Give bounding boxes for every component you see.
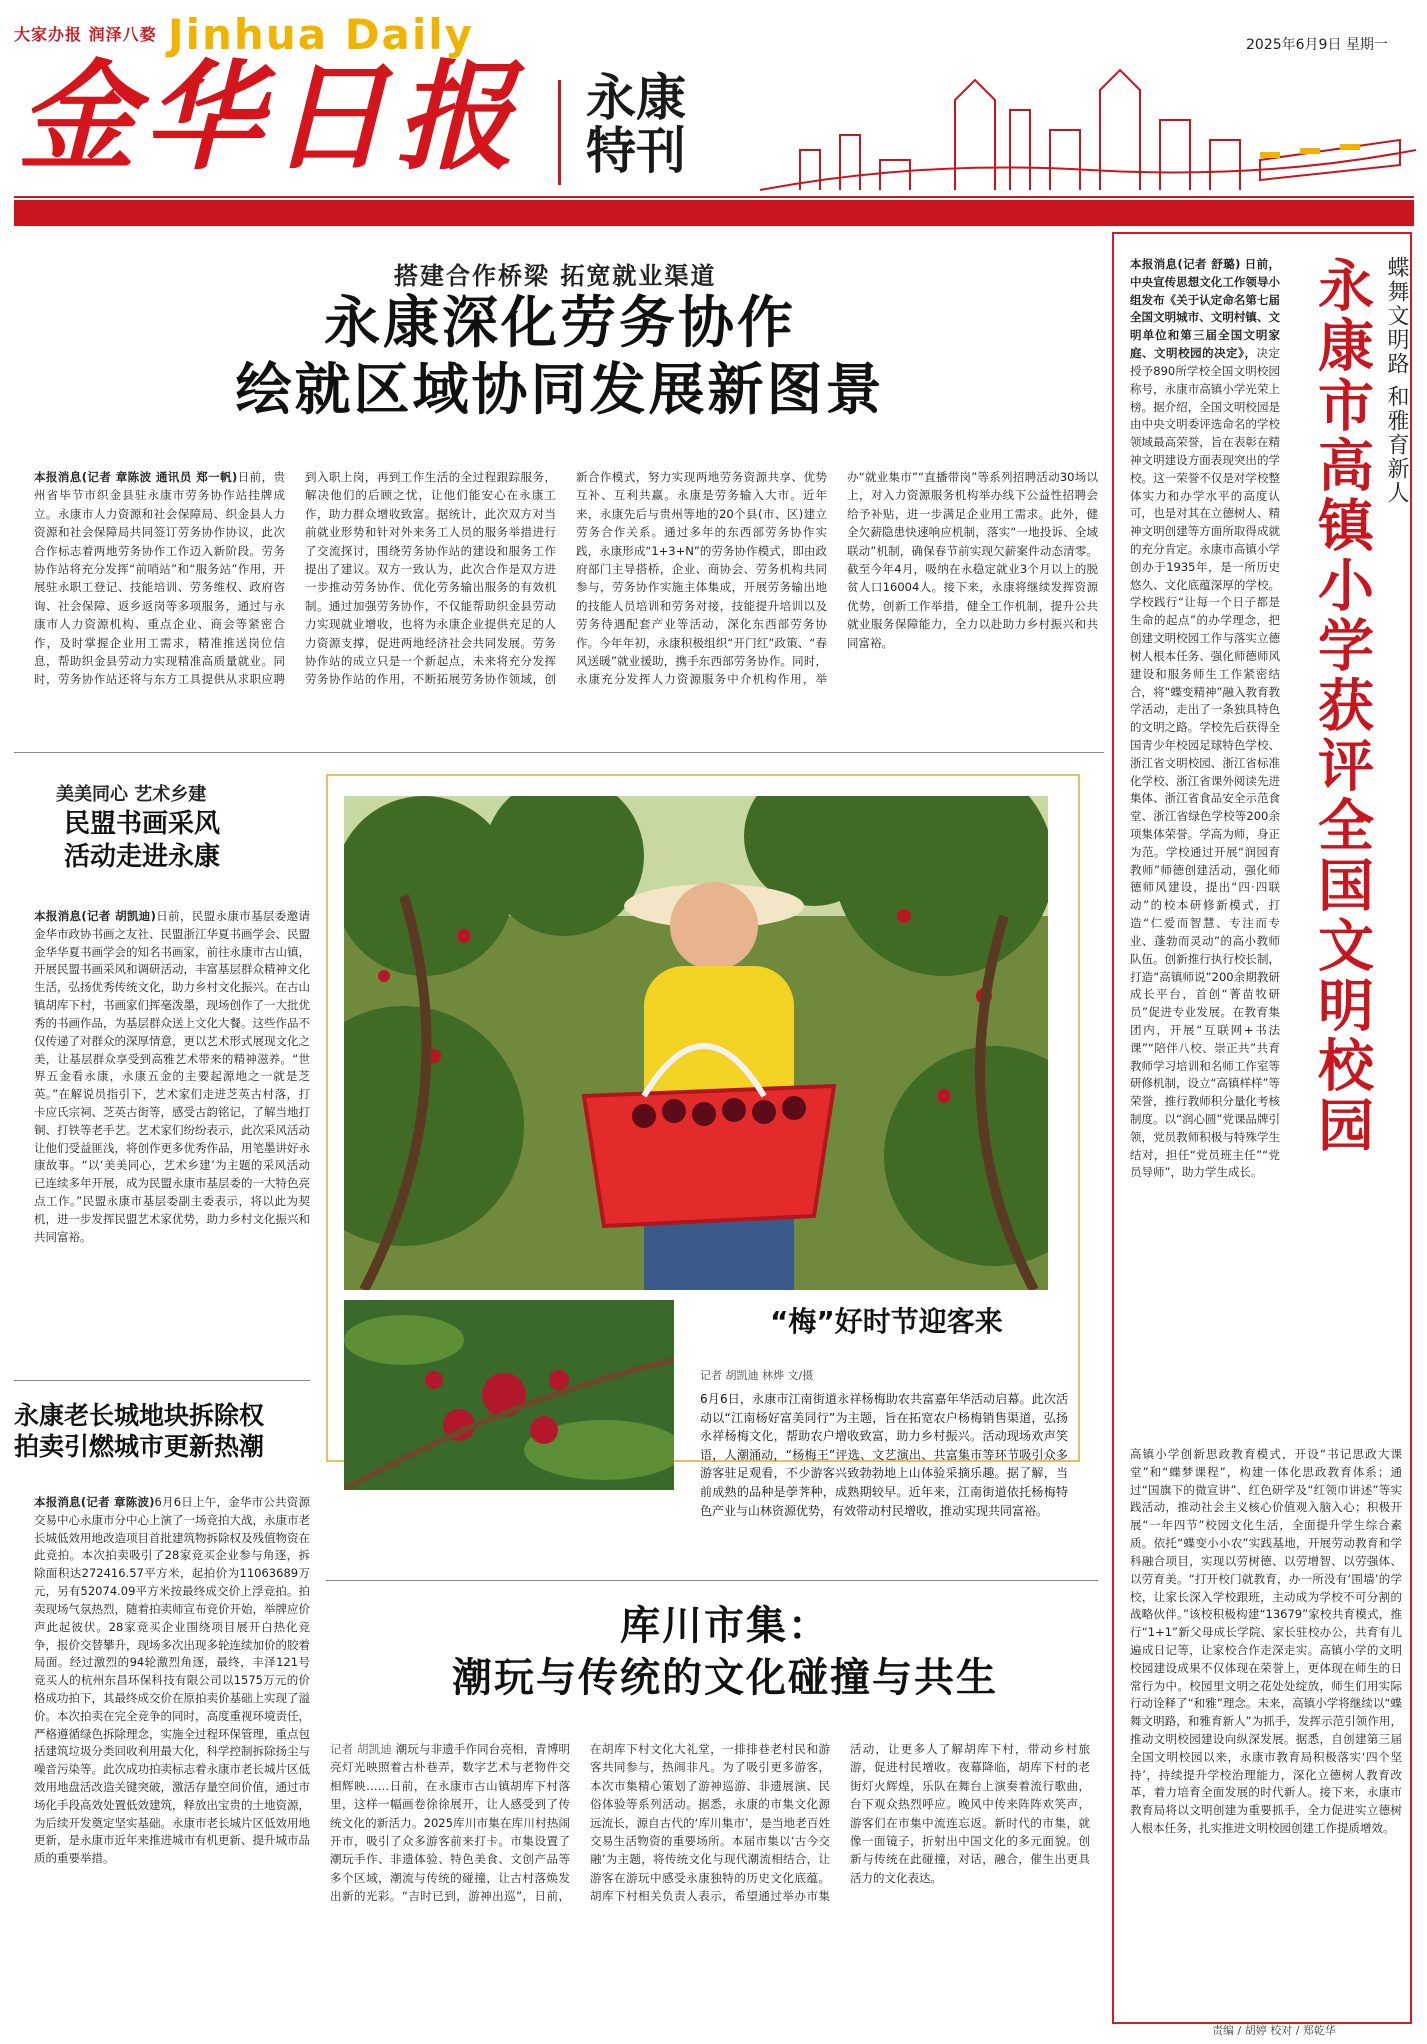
art-story-byline: 本报消息(记者 胡凯迪) — [34, 909, 156, 923]
art-story-text: 日前，民盟永康市基层委邀请金华市政协书画之友社、民盟浙江华夏书画学会、民盟金华华夏书画学会的知名书画家，前往永康市古山镇，开展民盟书画采风和调研活动，丰富基层群众精神文化生活，弘扬优秀传统文化，助力乡村文化振兴。在古山镇胡库下村，书画家们挥毫泼墨，现场创作了一大批优秀的书画作品，为基层群众送上文化大餐。这些作品不仅传递了对群众的深厚情意，更以艺术形式展现文化之美，让基层群众享受到高雅艺术带来的精神滋养。“世界五金看永康，永康五金的主要起源地之一就是芝英。”在解说员指引下，艺术家们走进芝英古村落，打卡应氏宗祠、芝英古街等，感受古韵铭记，了解当地打铜、打铁等老手艺。艺术家们纷纷表示，此次采风活动让他们受益匪浅，将创作更多优秀作品，用笔墨讲好永康故事。“以‘美美同心，艺术乡建’为主题的采风活动已连续多年开展，成为民盟永康市基层委的一大特色亮点工作。”民盟永康市基层委副主委表示，将以此为契机，进一步发挥民盟艺术家优势，助力乡村文化振兴和共同富裕。 — [34, 909, 310, 1244]
photo-feature-caption: 6月6日，永康市江南街道永祥杨梅助农共富嘉年华活动启幕。此次活动以“江南杨好富美同行”为主题，旨在拓宽农户杨梅销售渠道，弘扬永祥杨梅文化，帮助农户增收致富，助力乡村振兴。活动现场欢声笑语，人潮涌动，“杨梅王”评选、文艺演出、共富集市等环节吸引众多游客驻足观看，不少游客兴致勃勃地上山体验采摘乐趣。据了解，当前成熟的品种是荸荠种，成熟期较早。近年来，江南街道依托杨梅特色产业与山林资源优势，有效带动村民增收，推动实现共同富裕。 — [700, 1392, 1068, 1518]
market-feature-headline-line2: 潮玩与传统的文化碰撞与共生 — [452, 1655, 998, 1701]
art-story-kicker: 美美同心 艺术乡建 — [56, 784, 207, 805]
masthead-rule — [14, 196, 1414, 198]
masthead-slogan: 大家办报 润泽八婺 — [14, 25, 157, 44]
auction-story-headline-line1: 永康老长城地块拆除权 — [14, 1401, 265, 1430]
art-story-body — [34, 908, 310, 1344]
auction-story-body — [34, 1494, 310, 2030]
bayberry-farmer-photo — [344, 796, 1048, 1290]
auction-story-byline: 本报消息(记者 章陈波) — [34, 1495, 155, 1509]
issue-date: 2025年6月9日 星期一 — [1246, 37, 1388, 53]
market-feature-body — [330, 1740, 1090, 2020]
section-divider — [14, 1380, 310, 1381]
lead-headline — [180, 290, 940, 424]
auction-story-text: 6月6日上午，金华市公共资源交易中心永康市分中心上演了一场竞拍大战，永康市老长城低效用地改造项目首批建筑物拆除权及残值物资在此竞拍。本次拍卖吸引了28家竞买企业参与角逐，拆除面积达272416.57平方米，起拍价为11063689万元，另有52074.09平方米按最终成交价上浮竞拍。拍卖现场气氛热烈，随着拍卖师宣布竞价开始，举牌应价声此起彼伏。28家竞买企业围绕项目展开白热化竞争，报价交替攀升，现场多次出现多轮连续加价的胶着局面。经过激烈的94轮激烈角逐，最终，丰泽121号竞买人的杭州东昌环保科技有限公司以1575万元的价格成功拍下，其最终成交价在原拍卖价基础上实现了溢价。本次拍卖在完全竞争的同时，高度重视环境责任，严格遵循绿色拆除理念，实施全过程环保管理，重点包括建筑垃圾分类回收利用最大化，科学控制拆除扬尘与噪音污染等。此次成功拍卖标志着永康市老长城片区低效用地盘活改造关键突破，激活存量空间价值，通过市场化手段高效处置低效建筑，释放出宝贵的土地资源，为后续开发奠定坚实基础。永康市老长城片区低效用地更新，是永康市近年来推进城市有机更新、提升城市品质的重要举措。 — [34, 1495, 310, 1866]
photo-feature-title: “梅”好时节迎客来 — [770, 1305, 1003, 1338]
lead-body — [34, 468, 1098, 740]
school-story-body-top — [1130, 256, 1280, 1436]
lead-byline: 本报消息(记者 章陈波 通讯员 郑一帆) — [34, 470, 238, 484]
section-divider — [326, 1580, 1098, 1581]
city-skyline-illustration — [760, 40, 1416, 198]
lead-headline-line2: 绘就区域协同发展新图景 — [235, 358, 885, 424]
masthead-english-name: Jinhua Daily — [168, 10, 475, 59]
edition-label — [586, 69, 696, 180]
section-divider — [14, 752, 1104, 753]
school-story-text-top: 决定授予890所学校全国文明校园称号，永康市高镇小学光荣上榜。据介绍，全国文明校园是由中央文明委评选命名的学校领域最高荣誉，旨在表彰在精神文明建设方面表现突出的学校。这一荣誉不仅是对学校整体实力和办学水平的高度认可，也是对其在立德树人、精神文明创建等方面所取得成就的充分肯定。永康市高镇小学创办于1935年，是一所历史悠久、文化底蕴深厚的学校。学校践行“让每一个日子都是生命的起点”的办学理念，把创建文明校园工作与落实立德树人根本任务、强化师德师风建设和服务师生工作紧密结合，将“蝶变精神”融入教育教学活动，走出了一条独具特色的文明之路。学校先后获得全国青少年校园足球特色学校、浙江省文明校园、浙江省标准化学校、浙江省课外阅读先进集体、浙江省食品安全示范食堂、浙江省绿色学校等200余项集体荣誉。学高为师，身正为范。学校通过开展“润园育教师”师德创建活动，强化师德师风建设，提出“四·四联动”的校本研修新模式，打造“仁爱而智慧、专注而专业、蓬勃而灵动”的高小教师队伍。创新推行执行校长制，打造“高镇师说”200余期教研成长平台，首创“菁苗牧研员”促进专业发展。在教育集团内，开展“互联网+书法课”“陪伴八校、崇正共”共育教师学习培训和名师工作室等研修机制，设立“高镇样样”等荣誉，推行教师积分量化考核制度。以“润心圆”党课品牌引领，党员教师积极与特殊学生结对，担任“党员班主任”“党员导师”，助力学生成长。 — [1130, 346, 1280, 1180]
art-story-headline — [64, 808, 220, 873]
art-story-headline-line1: 民盟书画采风 — [64, 809, 221, 839]
market-feature-headline-line1: 库川市集： — [620, 1603, 830, 1649]
lead-kicker: 搭建合作桥梁 拓宽就业渠道 — [394, 262, 717, 290]
masthead-band — [14, 200, 1414, 226]
school-story-body-bottom: 高镇小学创新思政教育模式，开设“书记思政大课堂”和“蝶梦课程”，构建一体化思政教育体系；通过“国旗下的微宣讲”、红色研学及“红领巾讲述”等实践活动，推动社会主义核心价值观入脑入心；积极开展“一年四节”校园文化生活，全面提升学生综合素质。依托“蝶变小小农”实践基地，开展劳动教育和学科融合项目，实现以劳树德、以劳增智、以劳强体、以劳育美。“打开校门就教育，办一所没有‘围墙’的学校，让家长深入学校跟班，主动成为学校不可分割的战略伙伴。”该校积极构建“13679”家校共育模式，推行“1+1”新父母成长学院、家长驻校办公，共育有儿遍成日记等，让家校合作走深走实。高镇小学的文明校园建设成果不仅体现在荣誉上，更体现在师生的日常行为中。校园里文明之花处处绽放，师生们用实际行动诠释了“和雅”理念。未来，高镇小学将继续以“蝶舞文明路，和雅育新人”为抓手，发挥示范引领作用，推动文明校园建设向纵深发展。据悉，自创建第三届全国文明校园以来，永康市教育局积极落实‘四个坚持’，持续提升学校治理能力，深化立德树人教育改革，着力培育全面发展的时代新人。接下来，永康市教育局将以文明创建为重要抓手，全力促进实立德树人根本任务，扎实推进文明校园创建工作提质增效。 — [1130, 1447, 1402, 1836]
auction-story-headline-line2: 拍卖引燃城市更新热潮 — [14, 1432, 265, 1462]
bayberry-closeup-photo — [344, 1300, 674, 1490]
auction-story-headline — [14, 1400, 264, 1463]
edition-line1: 永康 — [586, 69, 686, 127]
lead-headline-line1: 永康深化劳务协作 — [324, 291, 796, 356]
market-feature-text: 潮玩与非遗手作同台亮相，青博明亮灯光映照着古朴巷弄，数字艺术与老物件交相辉映……日前，在永康市古山镇胡库下村落里，这样一幅画卷徐徐展开，让人感受到了传统文化的新活力。2025库川市集在库川村热闹开市，吸引了众多游客前来打卡。市集设置了潮玩手作、非遗体验、特色美食、文创产品等多个区域，潮流与传统的碰撞，让古村落焕发出新的光彩。“吉时已到，游神出巡”，日前，在胡库下村文化大礼堂，一排排巷老村民和游客共同参与，热闹非凡。为了吸引更多游客，本次市集精心策划了游神巡游、非遗展演、民俗体验等系列活动。据悉，永康的市集文化源远流长，源自古代的‘库川集市’，是当地老百姓交易生活物资的重要场所。本届市集以‘古今交融’为主题，将传统文化与现代潮流相结合，让游客在游玩中感受永康独特的历史文化底蕴。胡库下村相关负责人表示，希望通过举办市集活动，让更多人了解胡库下村，带动乡村旅游，促进村民增收。夜幕降临，胡库下村的老街灯火辉煌，乐队在舞台上演奏着流行歌曲，台下观众热烈呼应。晚风中传来阵阵欢笑声，游客们在市集中流连忘返。新时代的市集，就像一面镜子，折射出中国文化的多元面貌。创新与传统在此碰撞，对话，融合，催生出更具活力的文化表达。 — [330, 1742, 1090, 1904]
school-story-headline: 永康市高镇小学获评全国文明校园 — [1309, 256, 1374, 1156]
lead-text: 日前，贵州省毕节市织金县驻永康市劳务协作站挂牌成立。永康市人力资源和社会保障局、织金县人力资源和社会保障局共同签订劳务协作协议，此次合作标志着两地劳务协作工作迈入新阶段。劳务协作站将充分发挥“前哨站”和“服务站”作用，开展驻永职工登记、技能培训、劳务维权、政府咨询、社会保障、返乡返岗等多项服务，通过与永康市人力资源机构、重点企业、商会等紧密合作，及时掌握企业用工需求，精准推送岗位信息，帮助织金县劳动力实现精准高质量就业。同时，劳务协作站还将与东方工具提供从求职应聘到入职上岗，再到工作生活的全过程跟踪服务，解决他们的后顾之忧，让他们能安心在永康工作，助力群众增收致富。据统计，此次双方对当前就业形势和针对外来务工人员的服务举措进行了交流探讨，围绕劳务协作站的建设和服务工作提出了建议。双方一致认为，此次合作是双方进一步推动劳务协作、优化劳务输出服务的有效机制。通过加强劳务协作，不仅能帮助织金县劳动力实现就业增收，也将为永康企业提供充足的人力资源支撑，促进两地经济社会共同发展。劳务协作站的成立只是一个新起点，未来将充分发挥劳务协作站的作用，不断拓展劳务协作领域，创新合作模式，努力实现两地劳务资源共享、优势互补、互利共赢。永康是劳务输入大市。近年来，永康先后与贵州等地的20个县(市、区)建立劳务合作关系。通过多年的东西部劳务协作实践，永康形成“1+3+N”的劳务协作模式，即由政府部门主导搭桥，企业、商协会、劳务机构共同参与，劳务协作实施主体集成，开展劳务输出地的技能人员培训和劳务对接，技能提升培训以及劳务待遇配套产业等活动，深化东西部劳务协作。今年年初，永康积极组织“开门红”政策、“春风送暖”就业援助，携手东西部劳务协作。同时，永康充分发挥人力资源服务中介机构作用，举办“就业集市”“直播带岗”等系列招聘活动30场以上，对入力资源服务机构举办线下公益性招聘会给予补贴，进一步满足企业用工需求。此外，健全欠薪隐患快速响应机制，落实“一地投诉、全域联动”机制，确保春节前实现欠薪案件动态清零。截至今年4月，吸纳在永稳定就业3个月以上的脱贫人口16004人。接下来，永康将继续发挥资源优势，创新工作举措，健全工作机制，提升公共就业服务保障能力，全力以赴助力乡村振兴和共同富裕。 — [34, 470, 1098, 687]
edition-line2: 特刊 — [586, 121, 686, 180]
school-story-kicker-line1: 蝶舞文明路 — [1384, 256, 1409, 376]
school-story-byline: 本报消息(记者 舒璐) 日前，中央宣传思想文化工作领导小组发布《关于认定命名第七届全国文明城市、文明村镇、文明单位和第三届全国文明家庭、文明校园的决定》， — [1130, 257, 1280, 361]
masthead-logo: 金华日报 — [18, 47, 523, 186]
art-story-headline-line2: 活动走进永康 — [64, 841, 221, 872]
masthead-divider — [558, 80, 561, 185]
market-feature-byline: 记者 胡凯迪 — [330, 1742, 392, 1756]
market-feature-headline — [400, 1600, 1050, 1704]
school-story-kicker — [1380, 256, 1410, 505]
photo-feature-credit: 记者 胡凯迪 林烨 文/摄 — [700, 1369, 814, 1382]
page-credits: 责编 / 胡婷 校对 / 郑乾华 — [1212, 2024, 1336, 2037]
school-story-kicker-line2: 和雅育新人 — [1384, 385, 1409, 505]
